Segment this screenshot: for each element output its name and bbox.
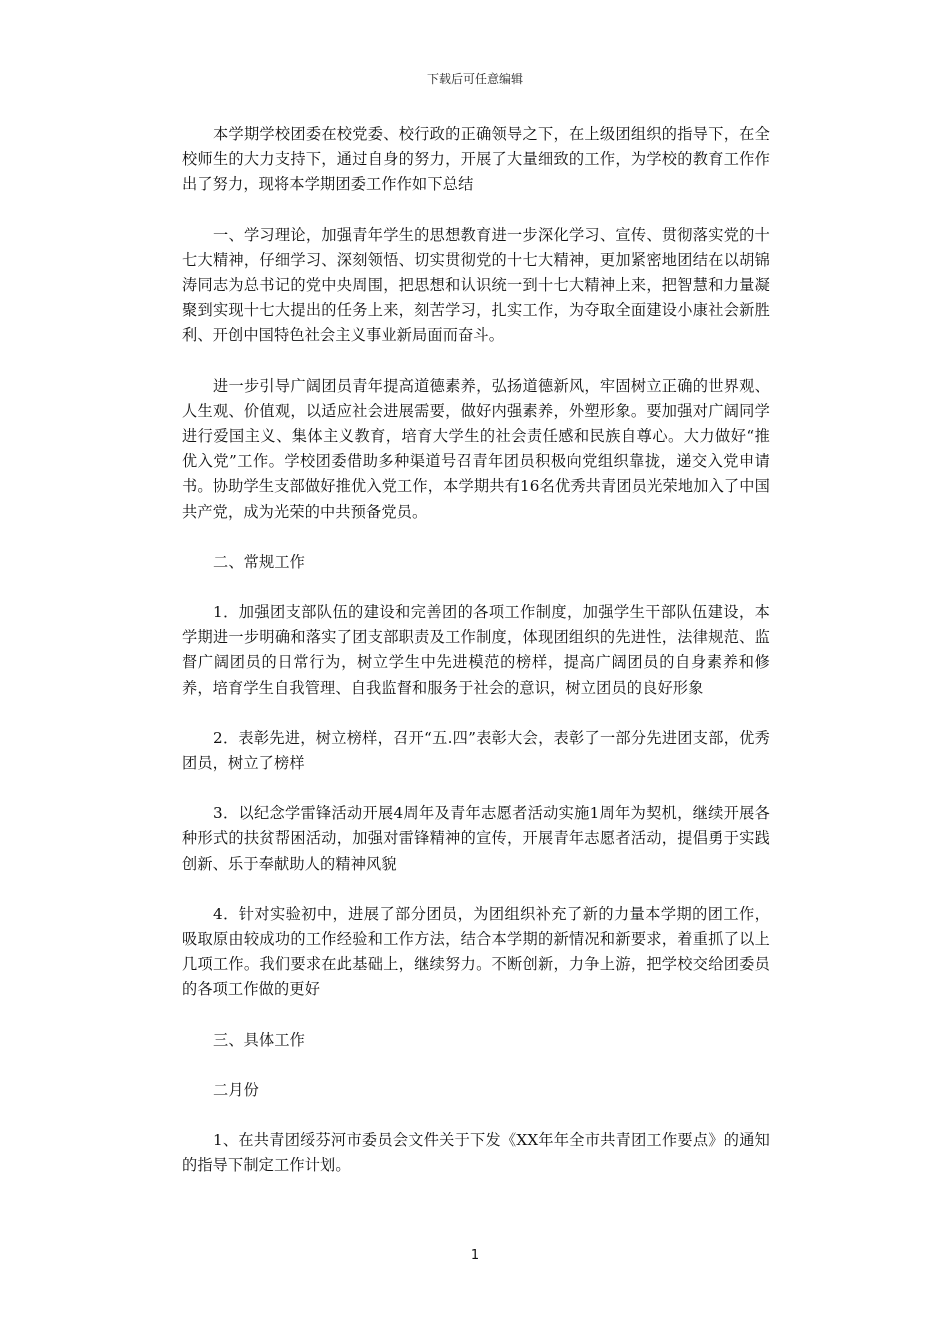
document-body: [182, 122, 770, 1204]
heading-february: 二月份: [213, 1080, 260, 1099]
paragraph-item-1: 1．加强团支部队伍的建设和完善团的各项工作制度，加强学生干部队伍建设，本学期进一步明确和落实了团支部职责及工作制度，体现团组织的先进性，法律规范、监督广阔团员的日常行为，树立学生中先进模范的榜样，提高广阔团员的自身素养和修养，培育学生自我管理、自我监督和服务于社会的意识，树立团员的良好形象: [182, 603, 770, 697]
paragraph-section-1: 一、学习理论，加强青年学生的思想教育进一步深化学习、宣传、贯彻落实党的十七大精神，仔细学习、深刻领悟、切实贯彻党的十七大精神，更加紧密地团结在以胡锦涛同志为总书记的党中央周围，把思想和认识统一到十七大精神上来，把智慧和力量凝聚到实现十七大提出的任务上来，刻苦学习，扎实工作，为夺取全面建设小康社会新胜利、开创中国特色社会主义事业新局面而奋斗。: [182, 225, 770, 345]
heading-specific-work: 三、具体工作: [213, 1030, 306, 1049]
paragraph-intro: 本学期学校团委在校党委、校行政的正确领导之下，在上级团组织的指导下，在全校师生的大力支持下，通过自身的努力，开展了大量细致的工作，为学校的教育工作作出了努力，现将本学期团委工作作如下总结: [182, 125, 770, 194]
paragraph-item-3: 3．以纪念学雷锋活动开展4周年及青年志愿者活动实施1周年为契机，继续开展各种形式的扶贫帮困活动，加强对雷锋精神的宣传，开展青年志愿者活动，提倡勇于实践创新、乐于奉献助人的精神风貌: [182, 804, 770, 873]
paragraph-february-item-1: 1、在共青团绥芬河市委员会文件关于下发《XX年年全市共青团工作要点》的通知的指导下制定工作计划。: [182, 1131, 770, 1175]
heading-routine-work: 二、常规工作: [213, 552, 306, 571]
paragraph-item-2: 2．表彰先进，树立榜样，召开“五.四”表彰大会，表彰了一部分先进团支部，优秀团员，树立了榜样: [182, 728, 770, 773]
paragraph-item-4: 4．针对实验初中，进展了部分团员，为团组织补充了新的力量本学期的团工作，吸取原由较成功的工作经验和工作方法，结合本学期的新情况和新要求，着重抓了以上几项工作。我们要求在此基础上，继续努力。不断创新，力争上游，把学校交给团委员的各项工作做的更好: [182, 904, 770, 999]
paragraph-moral-education: 进一步引导广阔团员青年提高道德素养，弘扬道德新风，牢固树立正确的世界观、人生观、价值观，以适应社会进展需要，做好内强素养，外塑形象。要加强对广阔同学进行爱国主义、集体主义教育，培育大学生的社会责任感和民族自尊心。大力做好“推优入党”工作。学校团委借助多种渠道号召青年团员积极向党组织靠拢，递交入党申请书。协助学生支部做好推优入党工作，本学期共有16名优秀共青团员光荣地加入了中国共产党，成为光荣的中共预备党员。: [182, 376, 770, 521]
page-number: 1: [470, 1248, 480, 1263]
page-header: 下载后可任意编辑: [426, 72, 523, 86]
